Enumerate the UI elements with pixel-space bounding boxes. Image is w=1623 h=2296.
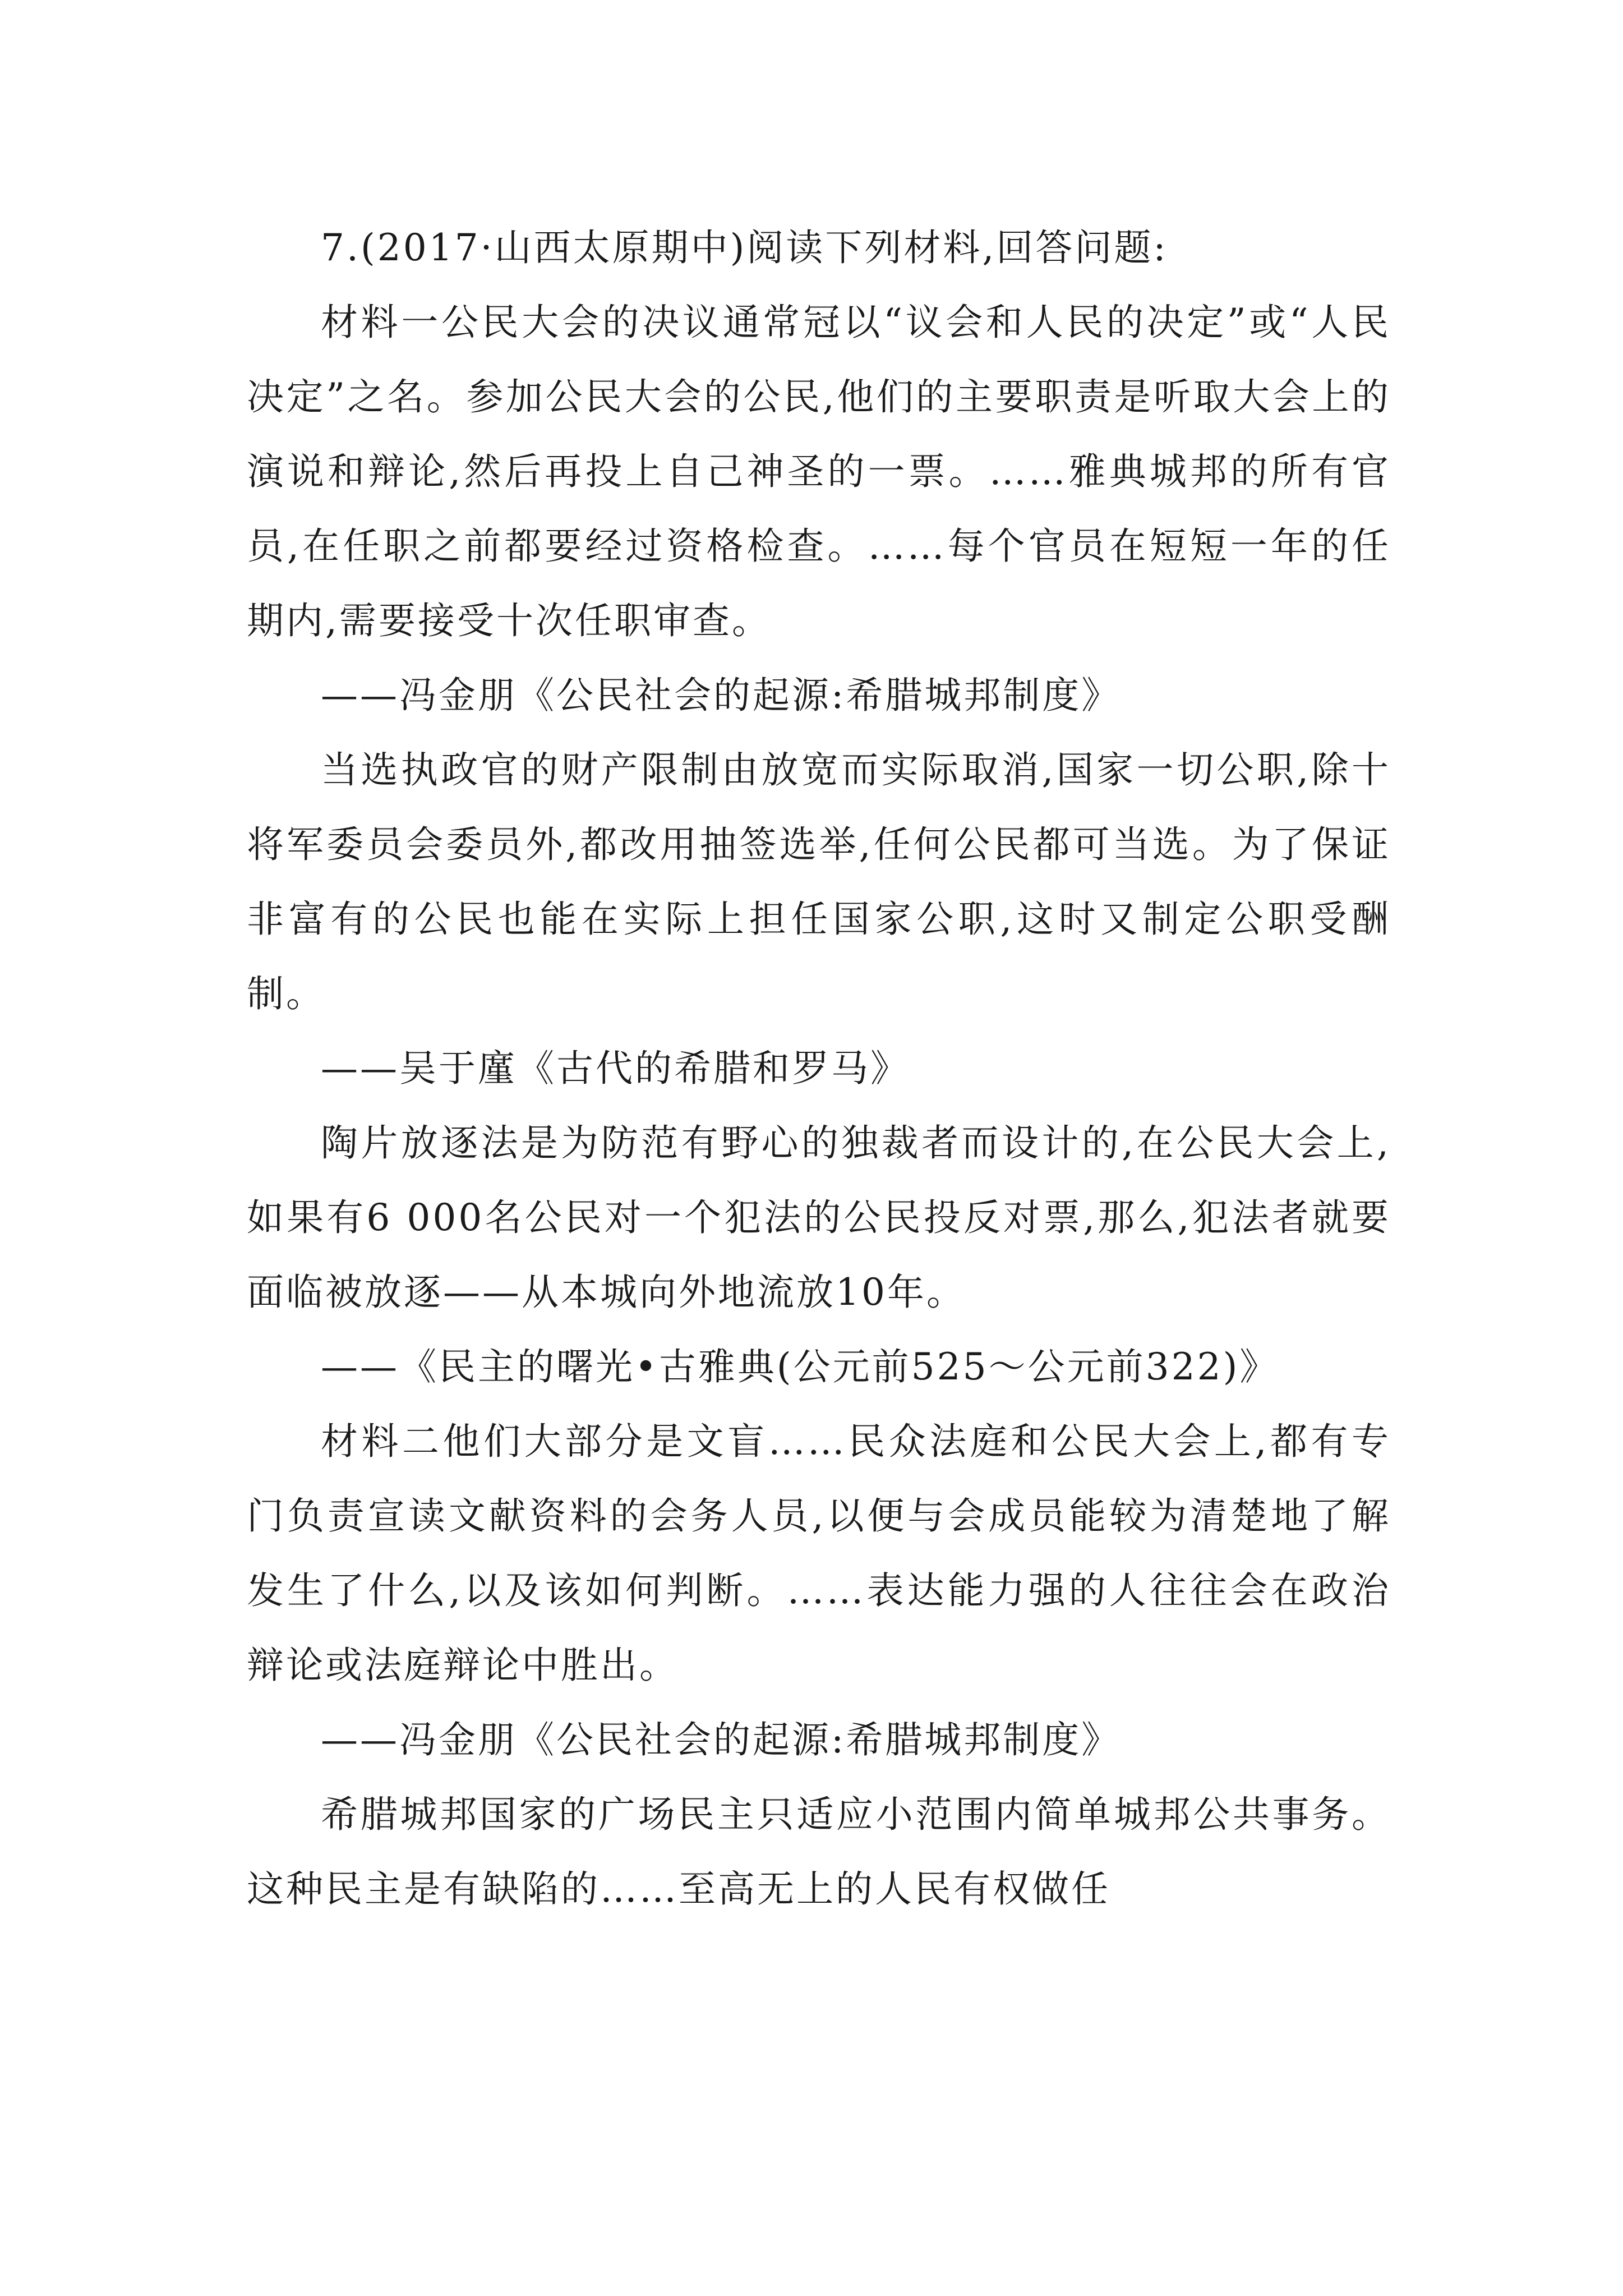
question-heading: 7.(2017·山西太原期中)阅读下列材料,回答问题: bbox=[321, 226, 1168, 269]
material-one-source-2: ——吴于廑《古代的希腊和罗马》 bbox=[321, 1047, 910, 1090]
material-one-source-3: ——《民主的曙光•古雅典(公元前525～公元前322)》 bbox=[321, 1345, 1279, 1388]
material-one-paragraph-2: 当选执政官的财产限制由放宽而实际取消,国家一切公职,除十将军委员会委员外,都改用抽签选举,任何公民都可当选。为了保证非富有的公民也能在实际上担任国家公职,这时又制定公职受酬制。 bbox=[247, 748, 1391, 1015]
material-one-paragraph-1: 材料一公民大会的决议通常冠以“议会和人民的决定”或“人民决定”之名。参加公民大会的公民,他们的主要职责是听取大会上的演说和辩论,然后再投上自己神圣的一票。……雅典城邦的所有官员,在任职之前都要经过资格检查。……每个官员在短短一年的任期内,需要接受十次任职审查。 bbox=[247, 301, 1391, 642]
material-two-paragraph-2: 希腊城邦国家的广场民主只适应小范围内简单城邦公共事务。这种民主是有缺陷的……至高无上的人民有权做任 bbox=[247, 1793, 1391, 1911]
material-two-paragraph-1: 材料二他们大部分是文盲……民众法庭和公民大会上,都有专门负责宣读文献资料的会务人员,以便与会成员能较为清楚地了解发生了什么,以及该如何判断。……表达能力强的人往往会在政治辩论或法庭辩论中胜出。 bbox=[247, 1420, 1391, 1687]
material-one-source-1: ——冯金朋《公民社会的起源:希腊城邦制度》 bbox=[321, 674, 1121, 717]
question-body bbox=[247, 210, 1391, 1926]
material-one-paragraph-3: 陶片放逐法是为防范有野心的独裁者而设计的,在公民大会上,如果有6 000名公民对一个犯法的公民投反对票,那么,犯法者就要面临被放逐——从本城向外地流放10年。 bbox=[247, 1121, 1391, 1314]
material-two-source-1: ——冯金朋《公民社会的起源:希腊城邦制度》 bbox=[321, 1718, 1121, 1761]
